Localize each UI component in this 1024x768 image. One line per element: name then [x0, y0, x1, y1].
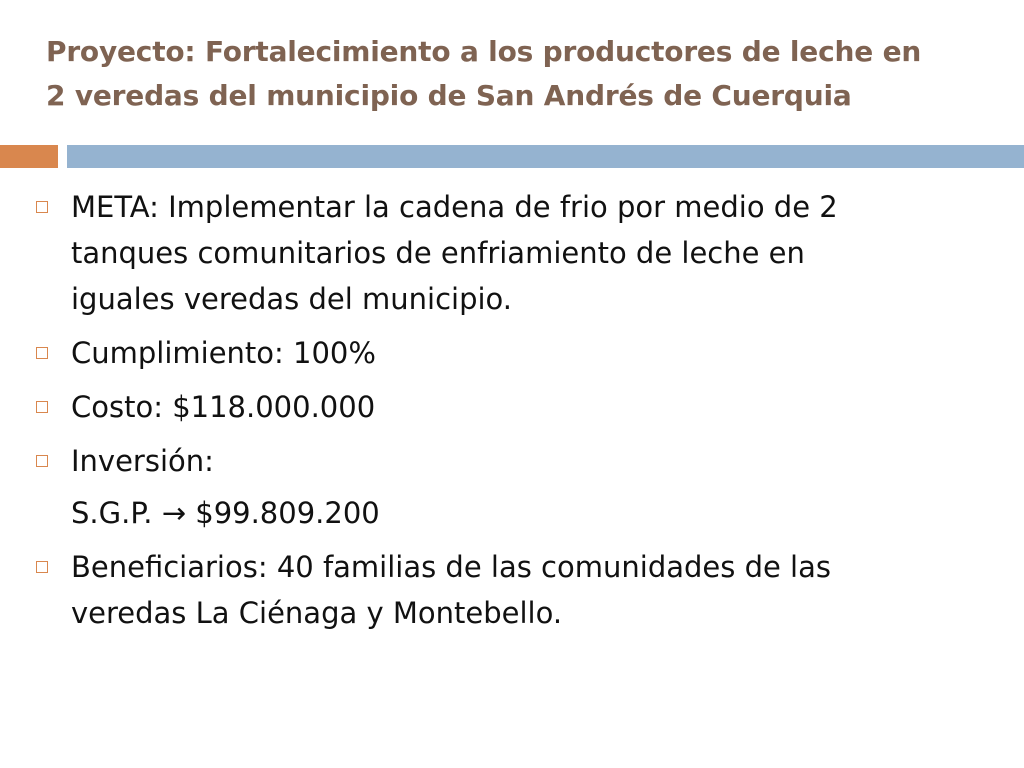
sub-item-sgp: [36, 490, 996, 536]
bullet-item-cumplimiento: [36, 330, 996, 376]
hollow-square-icon: [36, 455, 48, 467]
meta-line-2: tanques comunitarios de enfriamiento de leche en: [71, 236, 805, 270]
hollow-square-icon: [36, 401, 48, 413]
header-divider-bar: [67, 145, 1024, 168]
inversion-text: Inversión:: [71, 444, 214, 478]
slide-title: [46, 30, 986, 118]
beneficiarios-line-2: veredas La Ciénaga y Montebello.: [71, 596, 563, 630]
beneficiarios-line-1: Beneficiarios: 40 familias de las comunidades de las: [71, 550, 831, 584]
title-line-1: Proyecto: Fortalecimiento a los productores de leche en: [46, 35, 922, 68]
accent-bar: [0, 145, 58, 168]
hollow-square-icon: [36, 561, 48, 573]
meta-line-1: META: Implementar la cadena de frio por medio de 2: [71, 190, 838, 224]
meta-line-3: iguales veredas del municipio.: [71, 282, 512, 316]
bullet-item-costo: [36, 384, 996, 430]
bullet-item-inversion: [36, 438, 996, 484]
title-line-2: 2 veredas del municipio de San Andrés de Cuerquia: [46, 79, 852, 112]
sgp-text: S.G.P. → $99.809.200: [71, 496, 380, 530]
slide-body: [36, 184, 996, 644]
bullet-item-beneficiarios: [36, 544, 996, 636]
hollow-square-icon: [36, 201, 48, 213]
hollow-square-icon: [36, 347, 48, 359]
costo-text: Costo: $118.000.000: [71, 390, 376, 424]
cumplimiento-text: Cumplimiento: 100%: [71, 336, 376, 370]
bullet-item-meta: [36, 184, 996, 322]
